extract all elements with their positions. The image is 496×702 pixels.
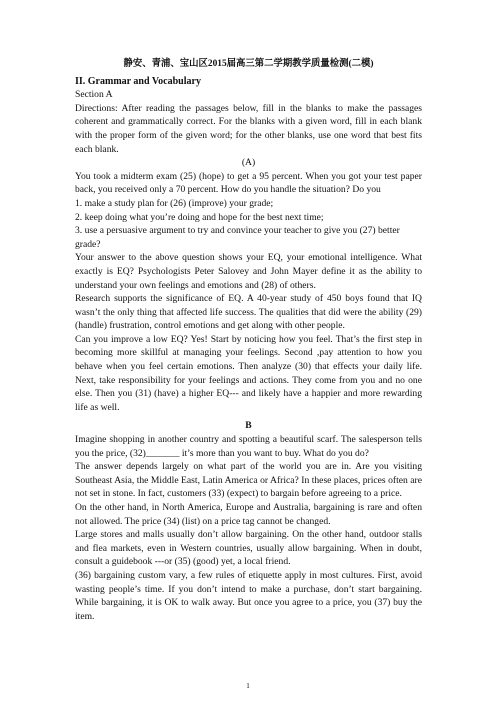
passage-a-paragraph-3: Research supports the significance of EQ. A 40-year study of 450 boys found that IQ wasn’t the only thing that affected life success. The qualities that did were the ability (29) (handle) frustration, control emotions and get along with other people. [75,293,422,332]
passage-b-paragraph-5: (36) bargaining custom vary, a few rules of etiquette apply in most cultures. First, avoid wasting people’s time. If you don’t intend to make a purchase, don’t start bargaining. While bargaining, it is OK to walk away. But once you agree to a price, you (37) buy the item. [75,569,422,622]
passage-a-label: (A) [241,157,256,169]
passage-a-list-item-2: 2. keep doing what you’re doing and hope for the best next time; [75,211,324,223]
passage-a-list-item-1: 1. make a study plan for (26) (improve) your grade; [75,197,274,209]
document-title: 静安、青浦、宝山区2015届高三第二学期教学质量检测(二模) [123,59,374,69]
section-label: Section A [75,89,113,101]
passage-b-paragraph-3: On the other hand, in North America, Europe and Australia, bargaining is rare and often not allowed. The price (34) (list) on a price tag cannot be changed. [75,502,422,527]
passage-b-paragraph-4: Large stores and malls usually don’t allow bargaining. On the other hand, outdoor stalls and flea markets, even in Western countries, usually allow bargaining. When in doubt, consult a guidebook ---or (35) (good) yet, a local friend. [75,529,422,568]
passage-a-paragraph-2: Your answer to the above question shows your EQ, your emotional intelligence. What exactly is EQ? Psychologists Peter Salovey and John Mayer define it as the ability to understand your own feelings and emotions and (28) of others. [75,252,422,291]
directions-text: Directions: After reading the passages below, fill in the blanks to make the passages coherent and grammatically correct. For the blanks with a given word, fill in each blank with the proper form of the given word; for the other blanks, use one word that best fits each blank. [75,102,422,155]
passage-a-list-item-3: 3. use a persuasive argument to try and convince your teacher to give you (27) better grade? [75,225,400,250]
passage-b-paragraph-2: The answer depends largely on what part of the world you are in. Are you visiting Southeast Asia, the Middle East, Latin America or Africa? In these places, prices often are not set in stone. In fact, customers (33) (expect) to bargain before agreeing to a price. [75,461,422,500]
page-number: 1 [246,681,250,690]
section-heading: II. Grammar and Vocabulary [75,75,201,87]
passage-a-paragraph-4: Can you improve a low EQ? Yes! Start by noticing how you feel. That’s the first step in becoming more skillful at managing your feelings. Second ,pay attention to how you behave when you feel certain emotions. Then analyze (30) that effects your daily life. Next, take responsibility for your feelings and actions. They come from you and no one else. Then you (31) (have) a higher EQ--- and likely have a happier and more rewarding life as well. [75,333,422,413]
passage-b-label: B [245,420,252,432]
document-content [75,58,422,623]
passage-a-paragraph-1: You took a midterm exam (25) (hope) to get a 95 percent. When you got your test paper back, you received only a 70 percent. How do you handle the situation? Do you [75,170,422,196]
passage-b-paragraph-1: Imagine shopping in another country and spotting a beautiful scarf. The salesperson tells you the price, (32)_______ it’s more than you want to buy. What do you do? [75,434,422,459]
